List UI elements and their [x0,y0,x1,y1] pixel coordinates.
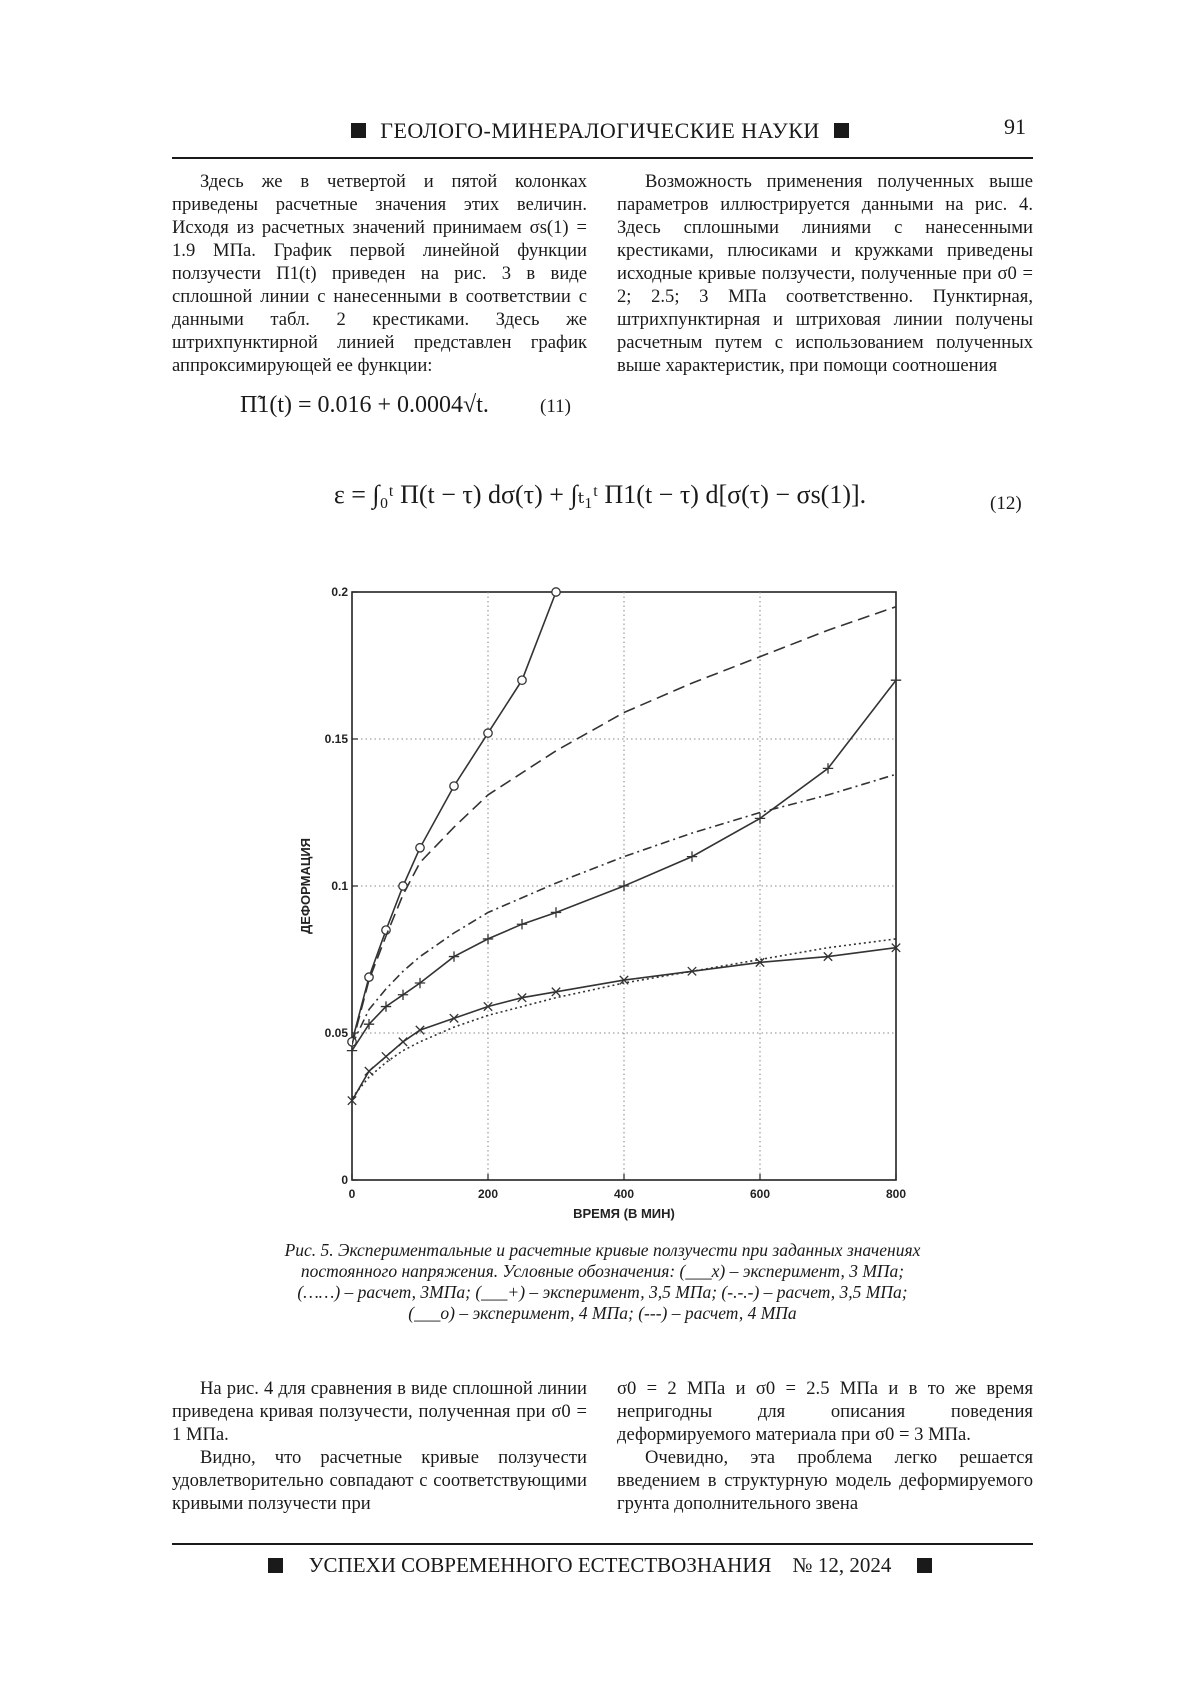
square-bullet-icon [834,123,849,138]
paragraph: σ0 = 2 МПа и σ0 = 2.5 МПа и в то же время непригодны для описания поведения деформируемого материала при σ0 = 3 МПа. [617,1378,1033,1445]
right-column-top [617,170,1033,377]
equation-number-12: (12) [990,493,1022,514]
x-tick-label: 800 [885,1187,907,1201]
journal-name: УСПЕХИ СОВРЕМЕННОГО ЕСТЕСТВОЗНАНИЯ [308,1553,772,1577]
left-column-top [172,170,587,377]
square-bullet-icon [268,1558,283,1573]
data-point-circle [552,588,560,596]
y-tick-label: 0 [341,1173,348,1187]
paragraph: На рис. 4 для сравнения в виде сплошной линии приведена кривая ползучести, полученная при σ0 = 1 МПа. [172,1378,587,1445]
data-point-circle [450,782,458,790]
data-point-circle [518,676,526,684]
paragraph: Здесь же в четвертой и пятой колонках приведены расчетные значения этих величин. Исходя из расчетных значений принимаем σs(1) = 1.9 МПа. График первой линейной функции ползучести П1(t) приведен на рис. 3 в виде сплошной линии с нанесенными в соответствии с данными табл. 2 крестиками. Здесь же штрихпунктирной линией представлен график аппроксимирующей ее функции: [172,171,587,376]
square-bullet-icon [351,123,366,138]
x-axis-label: ВРЕМЯ (В МИН) [573,1206,675,1221]
journal-issue: № 12, 2024 [792,1553,892,1577]
y-tick-label: 0.05 [324,1026,348,1040]
footer-rule [172,1543,1033,1545]
creep-curves-chart [296,578,916,1228]
formula-11: П̃1(t) = 0.016 + 0.0004√t. [240,392,489,418]
section-title: ГЕОЛОГО-МИНЕРАЛОГИЧЕСКИЕ НАУКИ [380,118,820,143]
formula-12: ε = ∫₀ᵗ П(t − τ) dσ(τ) + ∫ₜ₁ᵗ П1(t − τ) d[σ(τ) − σs(1)]. [333,480,867,509]
x-tick-label: 200 [477,1187,499,1201]
data-point-circle [416,844,424,852]
paragraph: Видно, что расчетные кривые ползучести удовлетворительно совпадают с соответствующими кривыми ползучести при [172,1447,587,1514]
y-axis-label: ДЕФОРМАЦИЯ [298,837,313,935]
x-tick-label: 600 [749,1187,771,1201]
paragraph: Возможность применения полученных выше параметров иллюстрируется данными на рис. 4. Здесь сплошными линиями с нанесенными крестиками, плюсиками и кружками приведены исходные кривые ползучести, полученные при σ0 = 2; 2.5; 3 МПа соответственно. Пунктирная, штрихпунктирная и штриховая линии получены расчетным путем с использованием полученных выше характеристик, при помощи соотношения [617,171,1033,376]
header-rule [172,157,1033,159]
square-bullet-icon [917,1558,932,1573]
page-number: 91 [1004,114,1026,139]
left-column-bottom [172,1377,587,1515]
y-tick-label: 0.2 [331,585,348,599]
caption-line: постоянного напряжения. Условные обозначения: (___x) – эксперимент, 3 МПа; [300,1261,905,1281]
y-tick-label: 0.15 [324,732,348,746]
equation-number-11: (11) [540,396,571,417]
caption-line: (……) – расчет, 3МПа; (___+) – эксперимент, 3,5 МПа; (-.-.-) – расчет, 3,5 МПа; [297,1282,908,1302]
data-point-circle [484,729,492,737]
paragraph: Очевидно, эта проблема легко решается введением в структурную модель деформируемого грунта дополнительного звена [617,1447,1033,1514]
y-tick-label: 0.1 [331,879,348,893]
caption-line: (___o) – эксперимент, 4 МПа; (---) – расчет, 4 МПа [408,1303,797,1323]
figure-caption [200,1240,1005,1324]
right-column-bottom [617,1377,1033,1515]
caption-line: Рис. 5. Экспериментальные и расчетные кривые ползучести при заданных значениях [284,1240,921,1260]
running-footer [0,1553,1200,1578]
x-tick-label: 0 [348,1187,356,1201]
x-tick-label: 400 [613,1187,635,1201]
data-point-circle [382,926,390,934]
